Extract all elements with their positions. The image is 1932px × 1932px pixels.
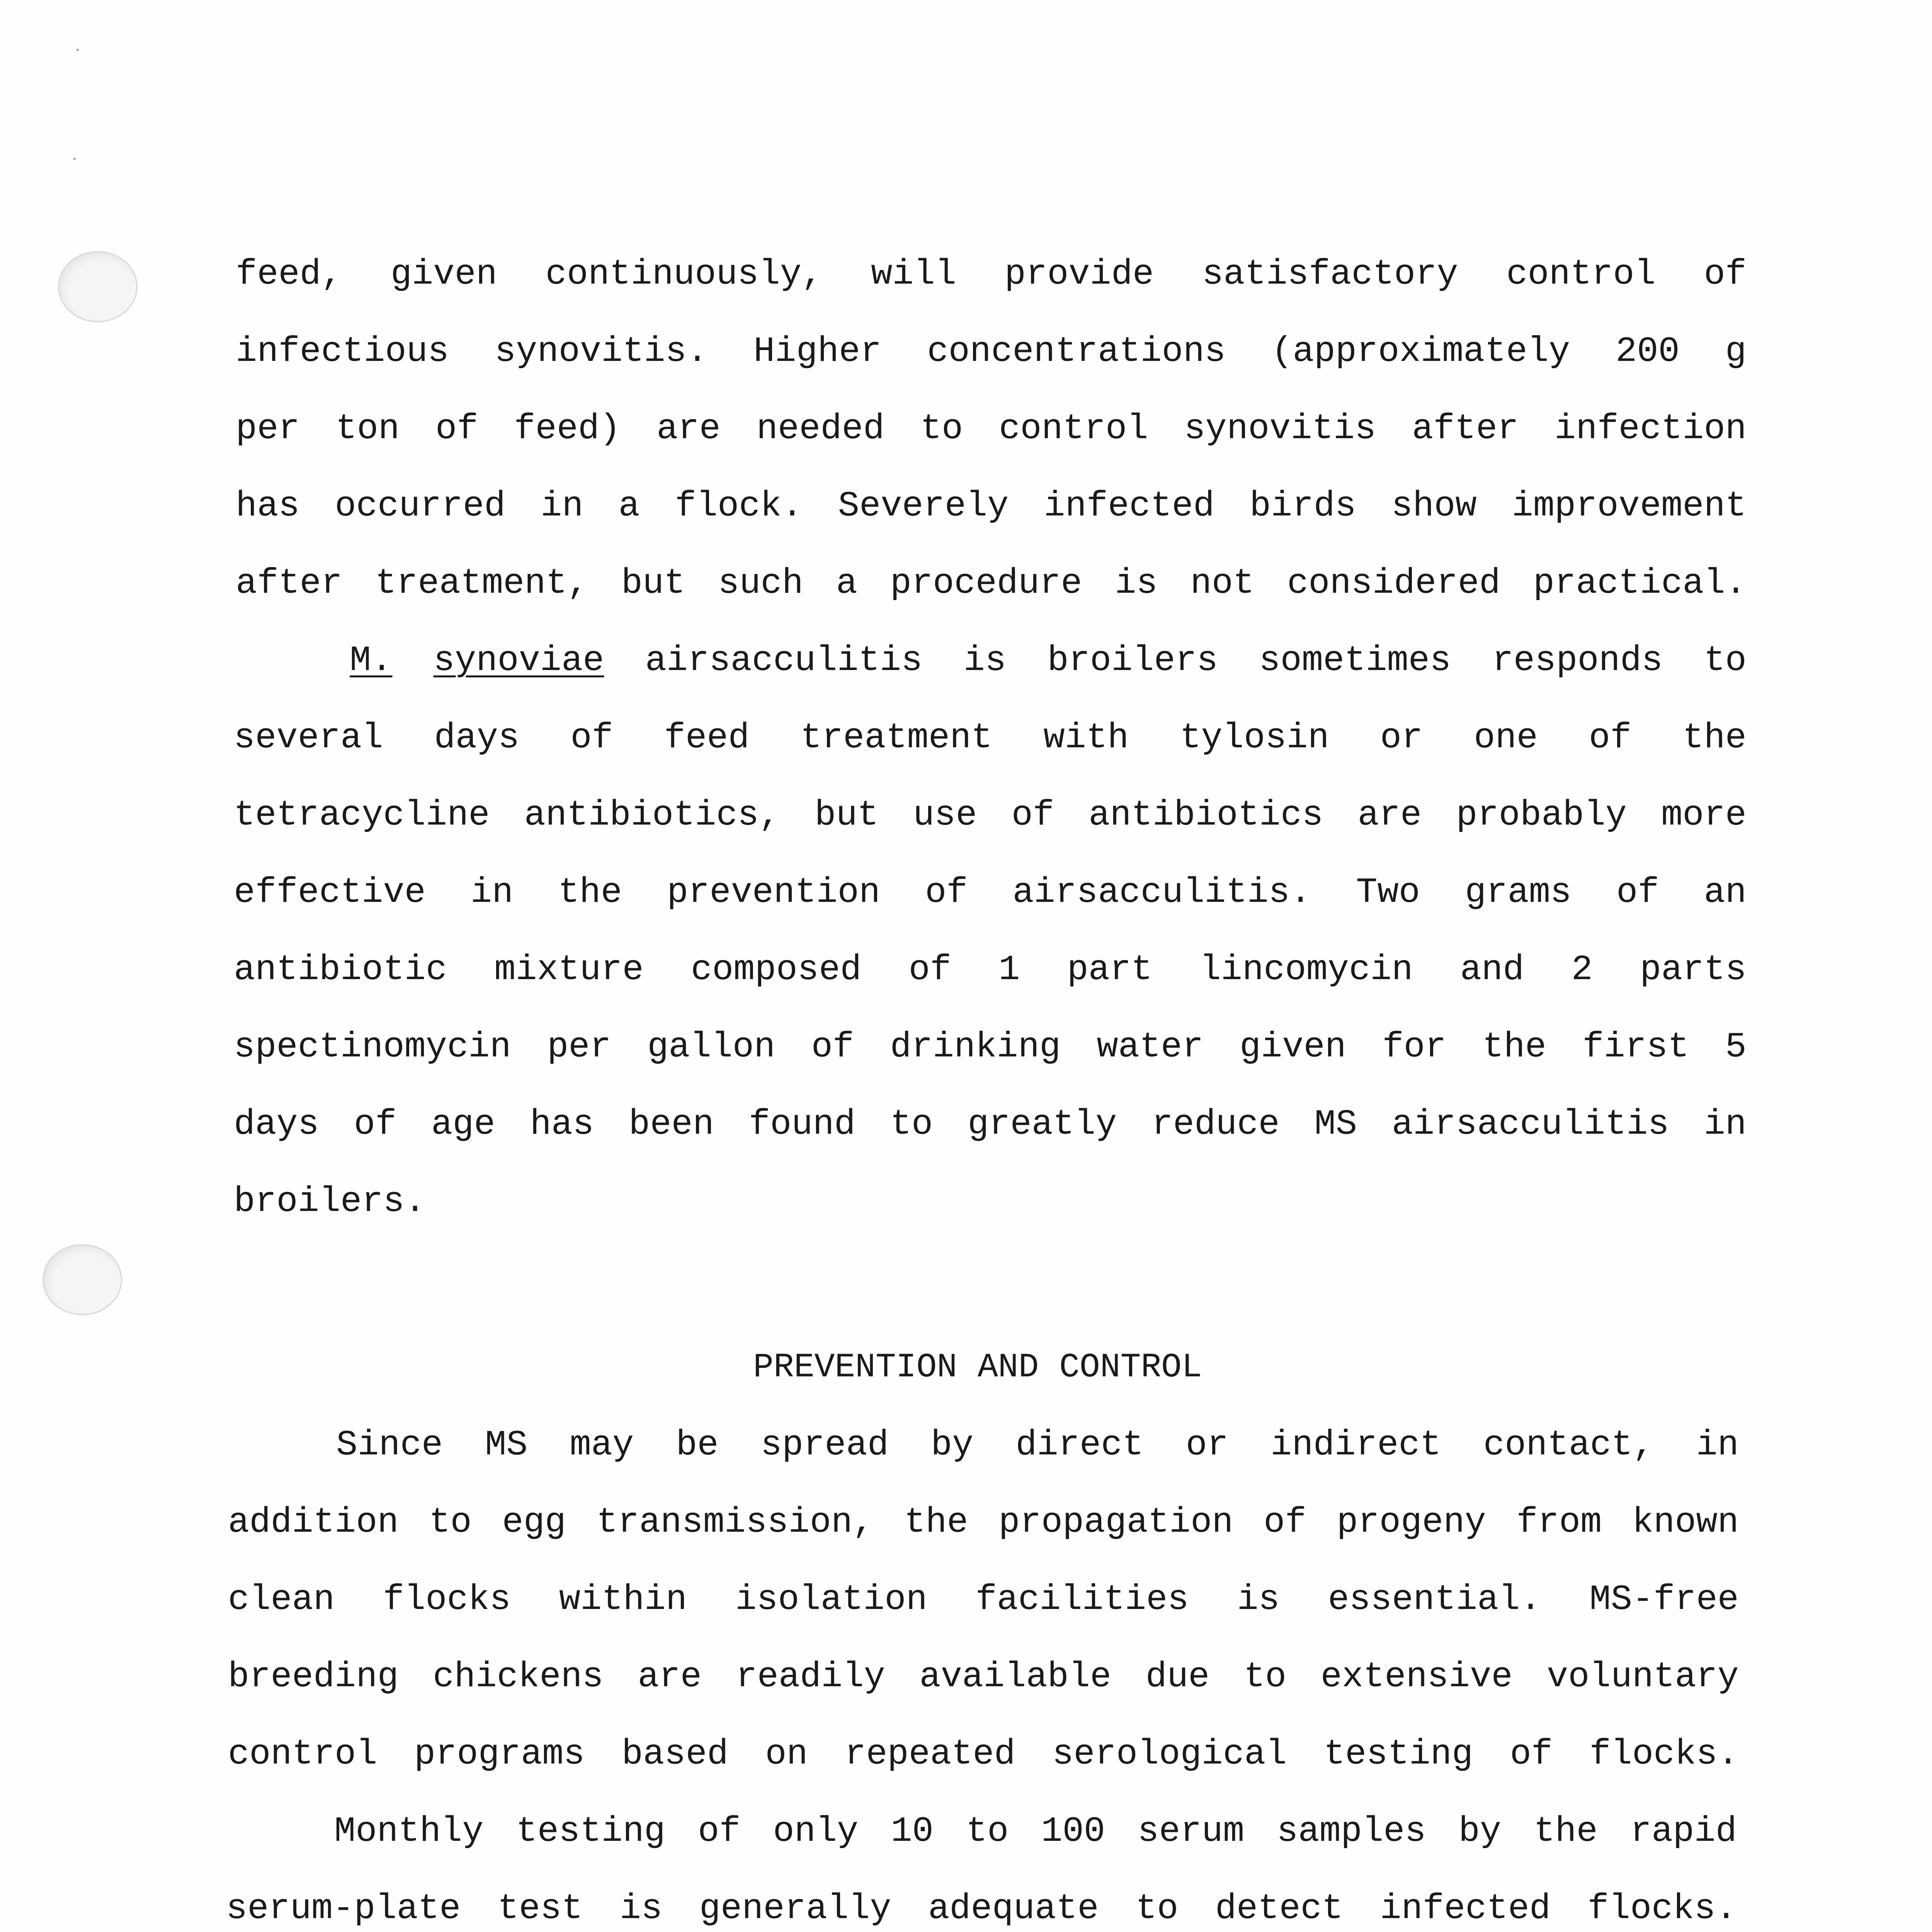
text-line: days of age has been found to greatly reduce MS airsacculitis in — [234, 1104, 1747, 1145]
text-line: feed, given continuously, will provide satisfactory control of — [236, 254, 1747, 294]
text-line: infectious synovitis. Higher concentrations (approximately 200 g — [236, 331, 1747, 372]
species-name: synoviae — [433, 640, 604, 681]
text-line: clean flocks within isolation facilities is essential. MS-free — [228, 1579, 1739, 1620]
scan-speck — [73, 158, 76, 160]
text-line: tetracycline antibiotics, but use of antibiotics are probably more — [234, 795, 1747, 835]
paragraph-prevention — [228, 1406, 1739, 1793]
paragraph-testing — [226, 1793, 1737, 1932]
genus-abbreviation: M. — [350, 640, 393, 681]
text-line: after treatment, but such a procedure is not considered practical. — [236, 563, 1747, 604]
text-line-last: broilers. — [234, 1181, 426, 1222]
paragraph-continuation — [236, 236, 1747, 622]
text-line-first — [234, 622, 1747, 699]
text-line: spectinomycin per gallon of drinking water given for the first 5 — [234, 1027, 1747, 1067]
text-line: per ton of feed) are needed to control synovitis after infection — [236, 408, 1747, 449]
text-line: antibiotic mixture composed of 1 part lincomycin and 2 parts — [234, 949, 1747, 990]
punch-hole-top — [58, 251, 138, 322]
paragraph-treatment — [234, 622, 1747, 1240]
text-line-first: Monthly testing of only 10 to 100 serum samples by the rapid — [334, 1811, 1737, 1852]
text-line: several days of feed treatment with tylosin or one of the — [234, 718, 1747, 758]
text-line: addition to egg transmission, the propagation of progeny from known — [228, 1502, 1739, 1543]
text-line: breeding chickens are readily available due to extensive voluntary — [228, 1656, 1739, 1697]
text-line: effective in the prevention of airsacculitis. Two grams of an — [234, 872, 1747, 913]
text-line-first: Since MS may be spread by direct or indirect contact, in — [336, 1425, 1739, 1465]
scan-speck — [77, 49, 79, 51]
text-line: serum-plate test is generally adequate to detect infected flocks. — [226, 1888, 1737, 1929]
text-line-last: control programs based on repeated serological testing of flocks. — [228, 1734, 1739, 1774]
text-line: has occurred in a flock. Severely infected birds show improvement — [236, 486, 1747, 526]
text-line-rest: airsacculitis is broilers sometimes responds to — [645, 640, 1747, 681]
punch-hole-middle — [43, 1244, 122, 1315]
section-heading: PREVENTION AND CONTROL — [753, 1349, 1202, 1387]
